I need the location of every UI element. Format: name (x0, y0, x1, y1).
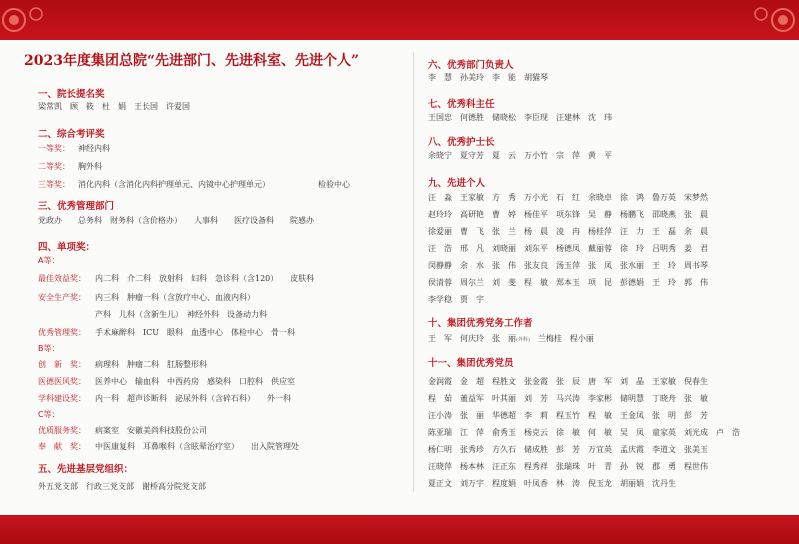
names-row: 侯清蓉 周尔兰 刘 斐 程 敏 郑本玉 项 昆 彭德娟 王 玲 郭 伟 (428, 278, 708, 287)
grade-label: A等： (38, 256, 60, 265)
names-row: 汪 浩 邢 凡 刘晓丽 刘东平 杨德凤 戴丽蓉 徐 玲 吕明秀 姜 君 (428, 244, 708, 253)
names-row: 杨仁明 张秀珍 方久石 储成胜 彭 芳 万宜英 孟庆霞 李道文 张美玉 (428, 445, 708, 454)
award-value: 产科 儿科（含新生儿） 神经外科 设备动力科 (95, 310, 267, 319)
award-label: 优秀管理奖： (38, 328, 86, 337)
grade-label: C等： (38, 410, 60, 419)
left-flower-pattern-icon (0, 4, 60, 36)
section-heading: 十、集团优秀党务工作者 (428, 318, 533, 329)
award-value: 手术麻醉科 ICU 眼科 血透中心 体检中心 骨一科 (95, 328, 296, 337)
column-divider (413, 52, 414, 492)
award-label: 三等奖： (38, 180, 70, 189)
document-title: 2023年度集团总院“先进部门、先进科室、先进个人” (24, 53, 360, 69)
names-line: 李 慧 孙美玲 李 能 胡猫琴 (428, 73, 548, 82)
names-row: 金润霞 金 超 程胜文 张金霞 张 辰 唐 军 刘 晶 王家敏 倪春生 (428, 377, 708, 386)
award-value: 医养中心 输血科 中西药房 感染科 口腔科 供应室 (95, 377, 295, 386)
names-line: 余晓宁 夏守芳 夏 云 万小竹 宗 萍 黄 平 (428, 151, 612, 160)
award-value: 神经内科 (78, 144, 110, 153)
names-line: 党政办 总务科 财务科（含价格办） 人事科 医疗设备科 院感办 (38, 216, 314, 225)
names-row: 徐爱丽 曹 飞 张 兰 杨 晨 凌 冉 杨桂萍 汪 力 王 磊 余 晨 (428, 227, 708, 236)
names-row: 汪晓萍 杨本林 汪正东 程秀祥 张瑞珠 叶 青 孙 锐 郡 勇 程世伟 (428, 462, 708, 471)
names-row: 汪 淼 王家敏 方 秀 万小光 石 红 余晓卓 徐 鸿 鲁万英 宋梦然 (428, 193, 708, 202)
award-label: 学科建设奖： (38, 394, 86, 403)
award-value: 内三科 肿瘤一科（含放疗中心、血液内科） (95, 293, 255, 302)
section-heading: 十一、集团优秀党员 (428, 358, 514, 369)
grade-label: B等： (38, 344, 60, 353)
names-row: 赵玲玲 高研艳 曹 婷 杨佳平 项东锋 吴 静 杨鹏飞 邵晓燕 张 晨 (428, 210, 708, 219)
award-value: 内二科 介二科 放射科 妇科 急诊科（含120） 皮肤科 (95, 274, 315, 283)
award-value: 消化内科（含消化内科护理单元、内镜中心护理单元） (78, 180, 270, 189)
award-label: 创 新 奖： (38, 360, 86, 369)
award-label: 二等奖： (38, 162, 70, 171)
names-line: 梁常凯 顾 筱 杜 娟 王长国 许爱国 (38, 102, 190, 111)
names-line: 外五党支部 行政三党支部 谢桥高分院党支部 (38, 482, 206, 491)
names-part: 王 军 何庆玲 张 丽 (428, 334, 516, 343)
award-value: 病理科 肿瘤二科 肛肠整形科 (95, 360, 207, 369)
award-label: 一等奖： (38, 144, 70, 153)
names-note: (外科) (516, 337, 530, 343)
award-label: 优质服务奖： (38, 426, 86, 435)
names-row: 夏正文 刘万宇 程度娟 叶凤香 林 涛 倪玉龙 胡丽娟 沈丹生 (428, 479, 676, 488)
names-row: 李学稳 贾 宇 (428, 295, 484, 304)
names-line (428, 333, 594, 344)
award-label: 奉 献 奖： (38, 442, 86, 451)
award-value: 内一科 超声诊断科 泌尿外科（含碎石科） 外一科 (95, 394, 291, 403)
names-part: 兰梅桂 程小丽 (537, 334, 594, 343)
award-value: 胸外科 (78, 162, 102, 171)
section-heading: 四、单项奖： (38, 242, 96, 253)
names-row: 程 茹 董益军 叶其丽 刘 芳 马兴涛 李家彬 储明慧 丁晓舟 张 敏 (428, 394, 708, 403)
names-row: 陈亚瑞 江 萍 俞秀玉 杨克云 徐 敏 何 敏 吴 凤 童家英 刘光成 卢 浩 (428, 428, 740, 437)
award-value: 病案室 安徽美尚科技股份公司 (95, 426, 207, 435)
names-row: 闵静静 余 水 张 伟 张友良 汤玉萍 张 凤 张水丽 王 玲 周书琴 (428, 261, 708, 270)
top-red-banner (0, 0, 799, 40)
section-heading: 三、优秀管理部门 (38, 201, 115, 212)
section-heading: 七、优秀科主任 (428, 99, 495, 110)
section-heading: 五、先进基层党组织： (38, 464, 134, 475)
bottom-red-banner (0, 515, 799, 544)
section-heading: 二、综合考评奖 (38, 129, 105, 140)
award-value: 中医康复科 耳鼻喉科（含眩晕治疗室） 出入院管理处 (95, 442, 299, 451)
section-heading: 八、优秀护士长 (428, 137, 495, 148)
award-label: 最佳效益奖： (38, 274, 86, 283)
right-flower-pattern-icon (739, 4, 799, 36)
award-label: 医德医风奖： (38, 377, 86, 386)
section-heading: 一、院长提名奖 (38, 89, 105, 100)
names-line: 王国忠 何德胜 储晓松 李臣现 汪建林 沈 玮 (428, 113, 612, 122)
names-row: 汪小涛 张 丽 华德超 李 莉 程玉竹 程 敏 王金凤 张 明 彭 芳 (428, 411, 708, 420)
award-value: 检验中心 (318, 180, 350, 189)
section-heading: 九、先进个人 (428, 178, 486, 189)
section-heading: 六、优秀部门负责人 (428, 60, 514, 71)
award-label: 安全生产奖： (38, 293, 86, 302)
